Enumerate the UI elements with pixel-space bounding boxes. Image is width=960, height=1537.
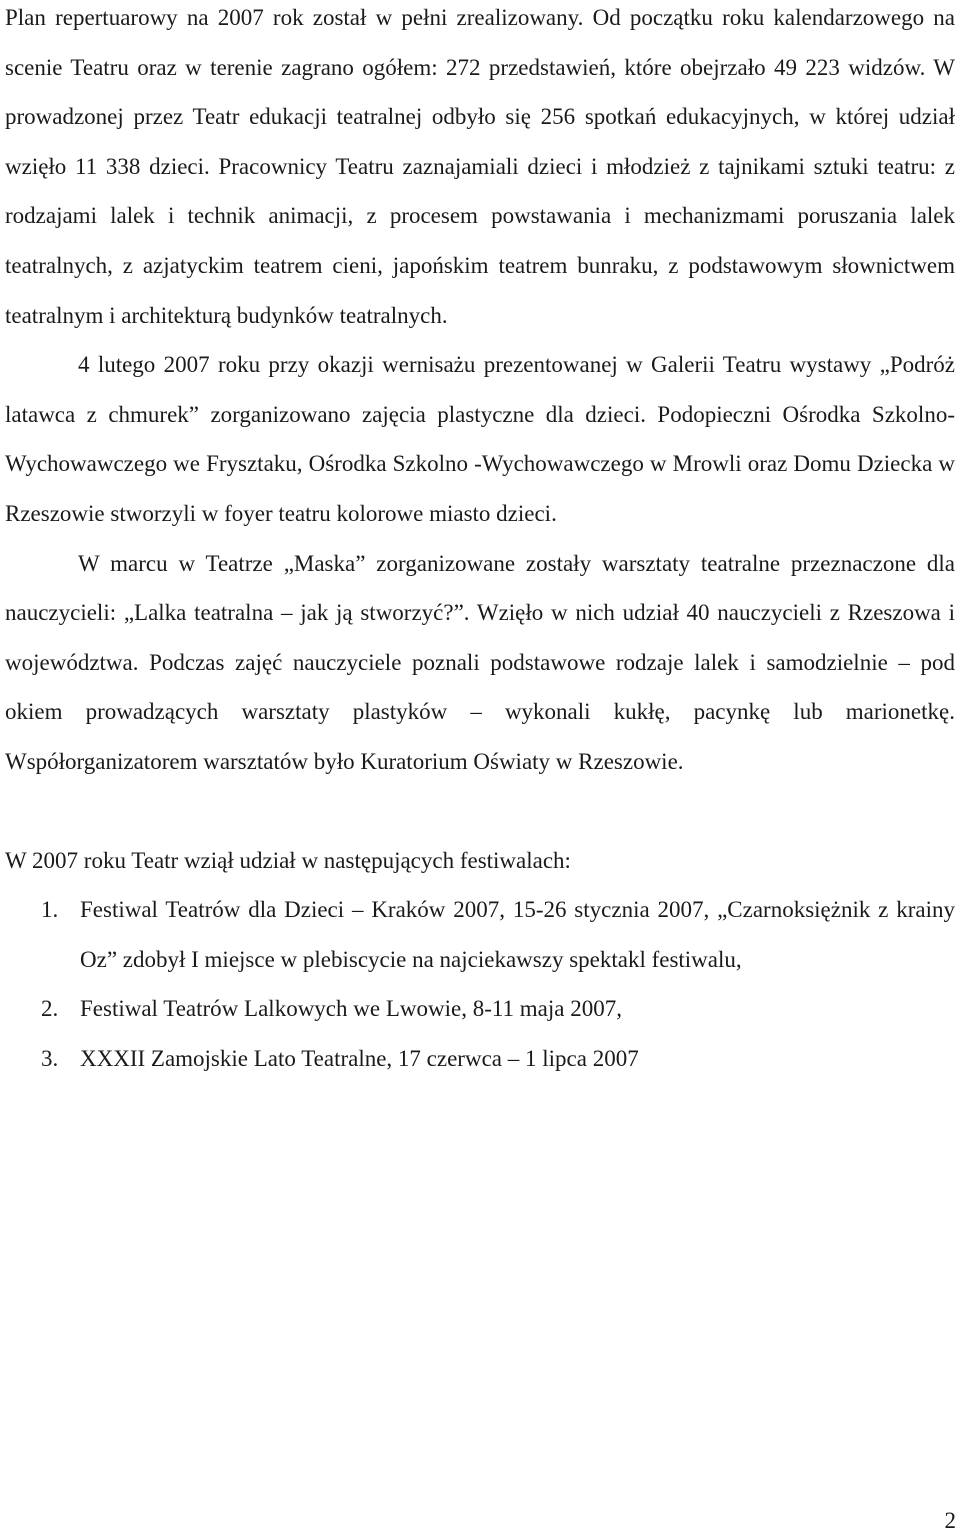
paragraph-spacer [5, 787, 955, 836]
festivals-list [5, 885, 955, 1083]
paragraph-vernissage: 4 lutego 2007 roku przy okazji wernisażu prezentowanej w Galerii Teatru wystawy „Podróż latawca z chmurek” zorganizowano zajęcia plastyczne dla dzieci. Podopieczni Ośrodka Szkolno-Wychowawczego we Frysztaku, Ośrodka Szkolno -Wychowawczego w Mrowli oraz Domu Dziecka w Rzeszowie stworzyli w foyer teatru kolorowe miasto dzieci. [5, 352, 955, 526]
list-item-text: Festiwal Teatrów Lalkowych we Lwowie, 8-11 maja 2007, [80, 996, 622, 1022]
list-item-number: 3. [41, 1045, 59, 1071]
festivals-intro: W 2007 roku Teatr wziął udział w następujących festiwalach: [5, 847, 571, 873]
paragraph-workshops: W marcu w Teatrze „Maska” zorganizowane zostały warsztaty teatralne przeznaczone dla nauczycieli: „Lalka teatralna – jak ją stworzyć?”. Wzięło w nich udział 40 nauczycieli z Rzeszowa i województwa. Podczas zajęć nauczyciele poznali podstawowe rodzaje lalek i samodzielnie – pod okiem prowadzących warsztaty plastyków – wykonali kukłę, pacynkę lub marionetkę. Współorganizatorem warsztatów było Kuratorium Oświaty w Rzeszowie. [5, 550, 955, 774]
paragraph-repertoire: Plan repertuarowy na 2007 rok został w pełni zrealizowany. Od początku roku kalendarzowego na scenie Teatru oraz w terenie zagrano ogółem: 272 przedstawień, które obejrzało 49 223 widzów. W prowadzonej przez Teatr edukacji teatralnej odbyło się 256 spotkań edukacyjnych, w której udział wzięło 11 338 dzieci. Pracownicy Teatru zaznajamiali dzieci i młodzież z tajnikami sztuki teatru: z rodzajami lalek i technik animacji, z procesem powstawania i mechanizmami poruszania lalek teatralnych, z azjatyckim teatrem cieni, japońskim teatrem bunraku, z podstawowym słownictwem teatralnym i architekturą budynków teatralnych. [5, 5, 955, 328]
list-item-text: XXXII Zamojskie Lato Teatralne, 17 czerwca – 1 lipca 2007 [80, 1045, 639, 1071]
list-item-number: 2. [41, 996, 59, 1022]
list-item [5, 885, 955, 984]
list-item-number: 1. [41, 897, 59, 923]
document-page [5, 0, 955, 1083]
list-item [5, 984, 955, 1034]
list-item [5, 1034, 955, 1084]
list-item-text: Festiwal Teatrów dla Dzieci – Kraków 2007, 15-26 stycznia 2007, „Czarnoksiężnik z krainy Oz” zdobył I miejsce w plebiscycie na najciekawszy spektakl festiwalu, [80, 897, 955, 972]
page-number: 2 [944, 1508, 956, 1533]
